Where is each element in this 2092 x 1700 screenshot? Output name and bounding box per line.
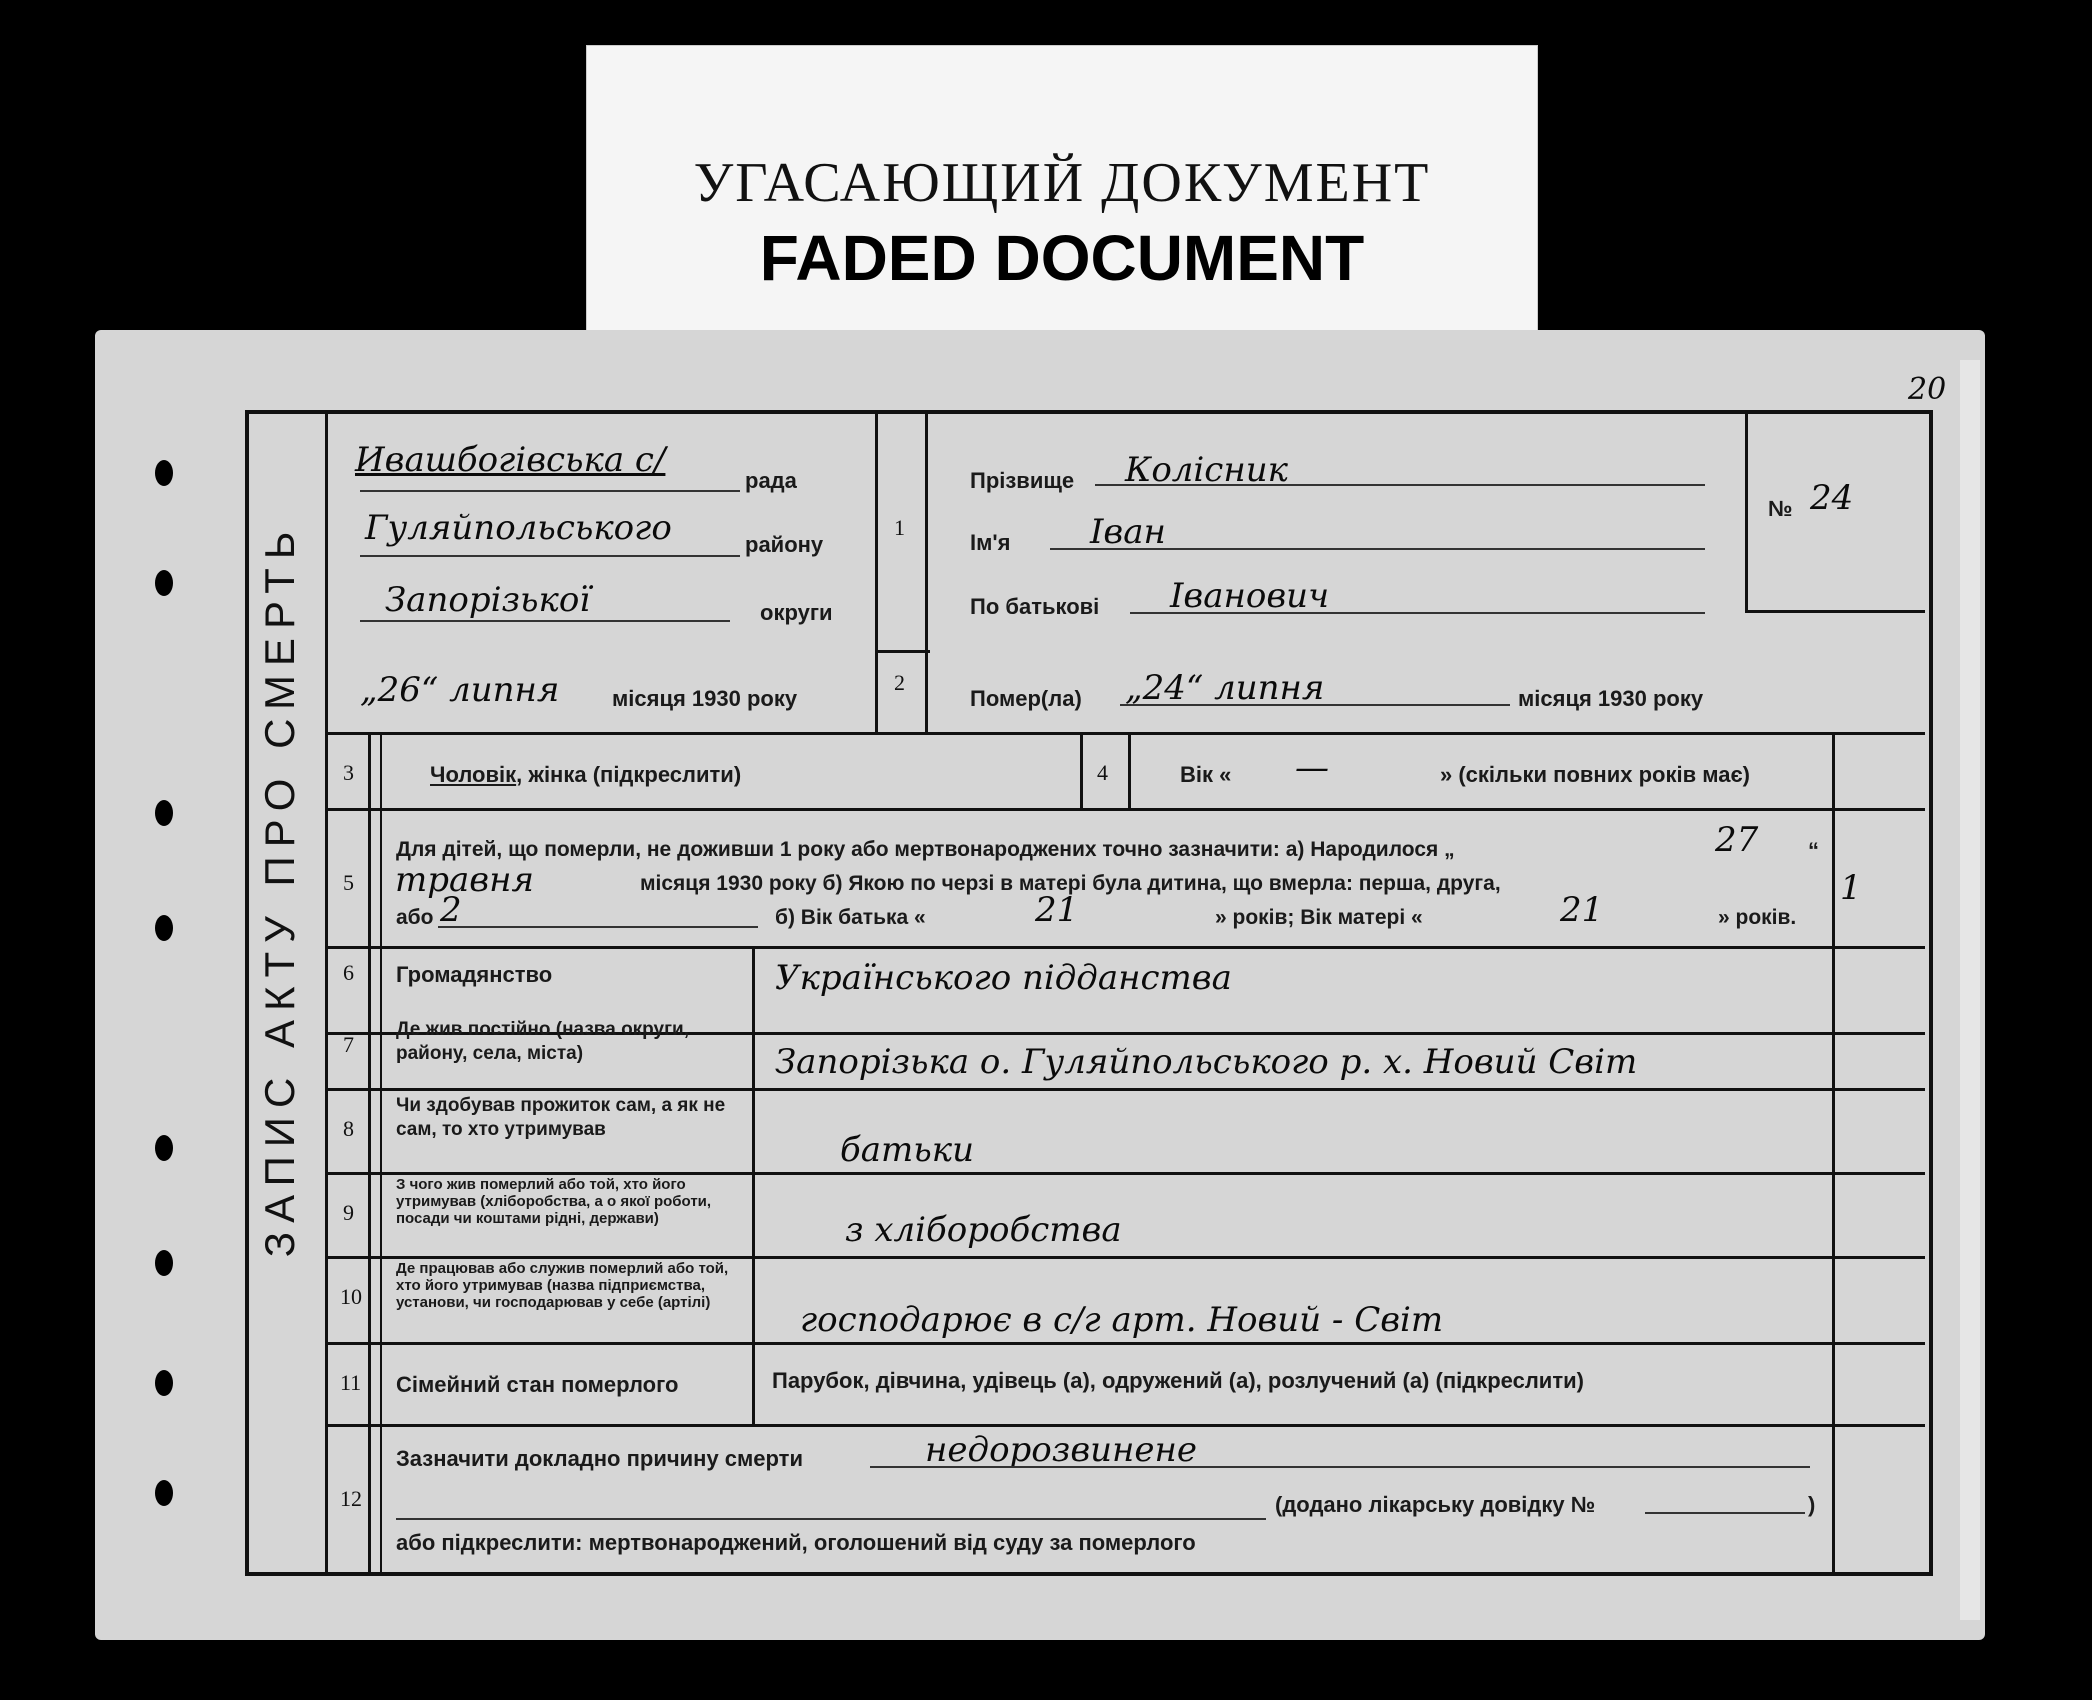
row-number-3: 3 xyxy=(343,760,354,785)
age-handwritten: — xyxy=(1295,748,1329,788)
marital-status-options: Парубок, дівчина, удівець (а), одружений (а), розлучений (а) (підкреслити) xyxy=(772,1368,1584,1393)
row-number-9: 9 xyxy=(343,1200,354,1225)
row5-line3-mother: » років; Вік матері « xyxy=(1215,906,1423,929)
title-column-rule xyxy=(325,410,328,1572)
okrug-handwritten: Запорізької xyxy=(385,580,591,620)
label-russian: УГАСАЮЩИЙ ДОКУМЕНТ xyxy=(693,152,1431,214)
punch-hole xyxy=(155,1480,173,1506)
row5-line1: Для дітей, що померли, не доживши 1 року або мертвонароджених точно зазначити: а) Народилося „ xyxy=(396,838,1455,861)
number-column-rule xyxy=(380,732,382,1572)
row5-line3-end: » років. xyxy=(1718,906,1797,929)
gender-field xyxy=(430,762,741,788)
doctor-note-close: ) xyxy=(1808,1492,1816,1517)
number-box-rule xyxy=(1745,410,1748,610)
name-line xyxy=(1050,548,1705,550)
child-order-line xyxy=(438,926,758,928)
punch-hole xyxy=(155,570,173,596)
header-divider xyxy=(925,410,928,732)
support-handwritten: батьки xyxy=(840,1130,974,1170)
row5-line1-end: “ xyxy=(1808,838,1819,863)
row-number-7: 7 xyxy=(343,1032,354,1057)
number-box-rule xyxy=(1745,610,1925,613)
registration-month-label: місяця 1930 року xyxy=(612,686,798,711)
patronymic-line xyxy=(1130,612,1705,614)
surname-label: Прізвище xyxy=(970,468,1075,493)
birth-month-handwritten: травня xyxy=(395,860,534,900)
row-rule xyxy=(325,1256,1925,1259)
record-number-label: № xyxy=(1768,496,1793,521)
stillborn-note: або підкреслити: мертвонароджений, оголошений від суду за померлого xyxy=(396,1530,1196,1555)
cause-handwritten: недорозвинене xyxy=(925,1430,1198,1470)
row-number-5: 5 xyxy=(343,870,354,895)
patronymic-label: По батькові xyxy=(970,594,1100,619)
row-number-6: 6 xyxy=(343,960,354,985)
row-rule xyxy=(325,1088,1925,1091)
gender-options: , жінка (підкреслити) xyxy=(516,762,742,787)
rada-handwritten: Ивашбогівська с/ xyxy=(355,440,666,480)
row3-divider xyxy=(1080,732,1083,810)
row-number-11: 11 xyxy=(340,1370,362,1395)
rada-label: рада xyxy=(745,468,797,493)
record-number-handwritten: 24 xyxy=(1810,478,1854,518)
rayon-label: району xyxy=(745,532,824,557)
label-column-rule xyxy=(752,946,755,1424)
workplace-handwritten: господарює в с/г арт. Новий - Світ xyxy=(800,1300,1444,1340)
punch-hole xyxy=(155,1135,173,1161)
row-number-4: 4 xyxy=(1097,760,1108,785)
row-rule xyxy=(325,946,1925,949)
row4-divider xyxy=(1128,732,1131,810)
support-label: Чи здобував прожиток сам, а як не сам, то хто утримував xyxy=(396,1095,726,1140)
age-label: Вік « xyxy=(1180,762,1232,787)
cause-label: Зазначити докладно причину смерти xyxy=(396,1446,803,1471)
number-column-rule xyxy=(368,732,371,1572)
row-number-8: 8 xyxy=(343,1116,354,1141)
punch-hole xyxy=(155,460,173,486)
name-handwritten: Іван xyxy=(1090,512,1166,552)
cause-line xyxy=(870,1466,1810,1468)
punch-hole xyxy=(155,1370,173,1396)
marital-status-label: Сімейний стан померлого xyxy=(396,1372,679,1397)
cause-line-2 xyxy=(396,1518,1266,1520)
card-stack-edge xyxy=(1960,360,1980,1620)
surname-line xyxy=(1095,484,1705,486)
row-rule xyxy=(325,1424,1925,1427)
death-date-line xyxy=(1120,704,1510,706)
punch-hole xyxy=(155,800,173,826)
residence-label: Де жив постійно (назва округи, району, села, міста) xyxy=(396,1019,689,1064)
rayon-line xyxy=(360,555,740,557)
doctor-note-line xyxy=(1645,1512,1805,1514)
rayon-handwritten: Гуляйпольського xyxy=(365,508,672,548)
okrug-line xyxy=(360,620,730,622)
birth-day-handwritten: 27 xyxy=(1715,820,1759,860)
child-order-other-handwritten: 2 xyxy=(440,890,462,930)
livelihood-handwritten: з хліборобства xyxy=(845,1210,1122,1250)
row-number-2: 2 xyxy=(894,670,905,695)
label-english: FADED DOCUMENT xyxy=(759,222,1365,294)
citizenship-label: Громадянство xyxy=(396,962,553,987)
died-label: Помер(ла) xyxy=(970,686,1082,711)
row-rule xyxy=(325,1342,1925,1345)
okrug-label: округи xyxy=(760,600,833,625)
mother-age-handwritten: 21 xyxy=(1560,890,1604,930)
citizenship-handwritten: Українського підданства xyxy=(775,958,1232,998)
doctor-note-label: (додано лікарську довідку № xyxy=(1275,1492,1596,1517)
faded-document-label xyxy=(586,45,1538,342)
row-number-12: 12 xyxy=(340,1486,362,1511)
row5-line2: місяця 1930 року б) Якою по черзі в матері була дитина, що вмерла: перша, друга, xyxy=(640,872,1501,895)
header-divider xyxy=(875,410,878,732)
father-age-handwritten: 21 xyxy=(1035,890,1079,930)
corner-number: 20 xyxy=(1908,372,1947,407)
name-label: Ім'я xyxy=(970,530,1011,555)
gender-male-underlined: Чоловік xyxy=(430,762,517,787)
row5-line3-or: або xyxy=(396,906,434,929)
registration-date-handwritten: „26“ липня xyxy=(360,670,560,710)
row-rule xyxy=(325,808,1925,811)
livelihood-label: З чого жив померлий або той, хто його утримував (хліборобства, а о якої роботи, посади чи коштами рідні, держави) xyxy=(396,1176,712,1227)
punch-hole xyxy=(155,1250,173,1276)
punch-hole xyxy=(155,915,173,941)
surname-handwritten: Колісник xyxy=(1125,450,1288,490)
row5-line3-father: б) Вік батька « xyxy=(775,906,926,929)
workplace-label: Де працював або служив померлий або той, хто його утримував (назва підприємства, установи, чи господарював у себе (артілі) xyxy=(396,1260,729,1311)
patronymic-handwritten: Іванович xyxy=(1170,576,1330,616)
residence-handwritten: Запорізька о. Гуляйпольського р. х. Новий Світ xyxy=(775,1042,1638,1082)
child-order-handwritten: 1 xyxy=(1840,868,1862,908)
row-number-10: 10 xyxy=(340,1284,362,1309)
age-suffix: » (скільки повних років має) xyxy=(1440,762,1750,787)
death-date-handwritten: „24“ липня xyxy=(1125,668,1325,708)
death-month-label: місяця 1930 року xyxy=(1518,686,1704,711)
rada-line xyxy=(360,490,740,492)
row-number-1: 1 xyxy=(894,515,905,540)
right-column-rule xyxy=(1832,732,1835,1572)
record-title-vertical: ЗАПИС АКТУ ПРО СМЕРТЬ xyxy=(256,522,303,1258)
row-rule xyxy=(875,650,930,653)
row-rule xyxy=(325,732,1925,735)
row-rule xyxy=(325,1172,1925,1175)
